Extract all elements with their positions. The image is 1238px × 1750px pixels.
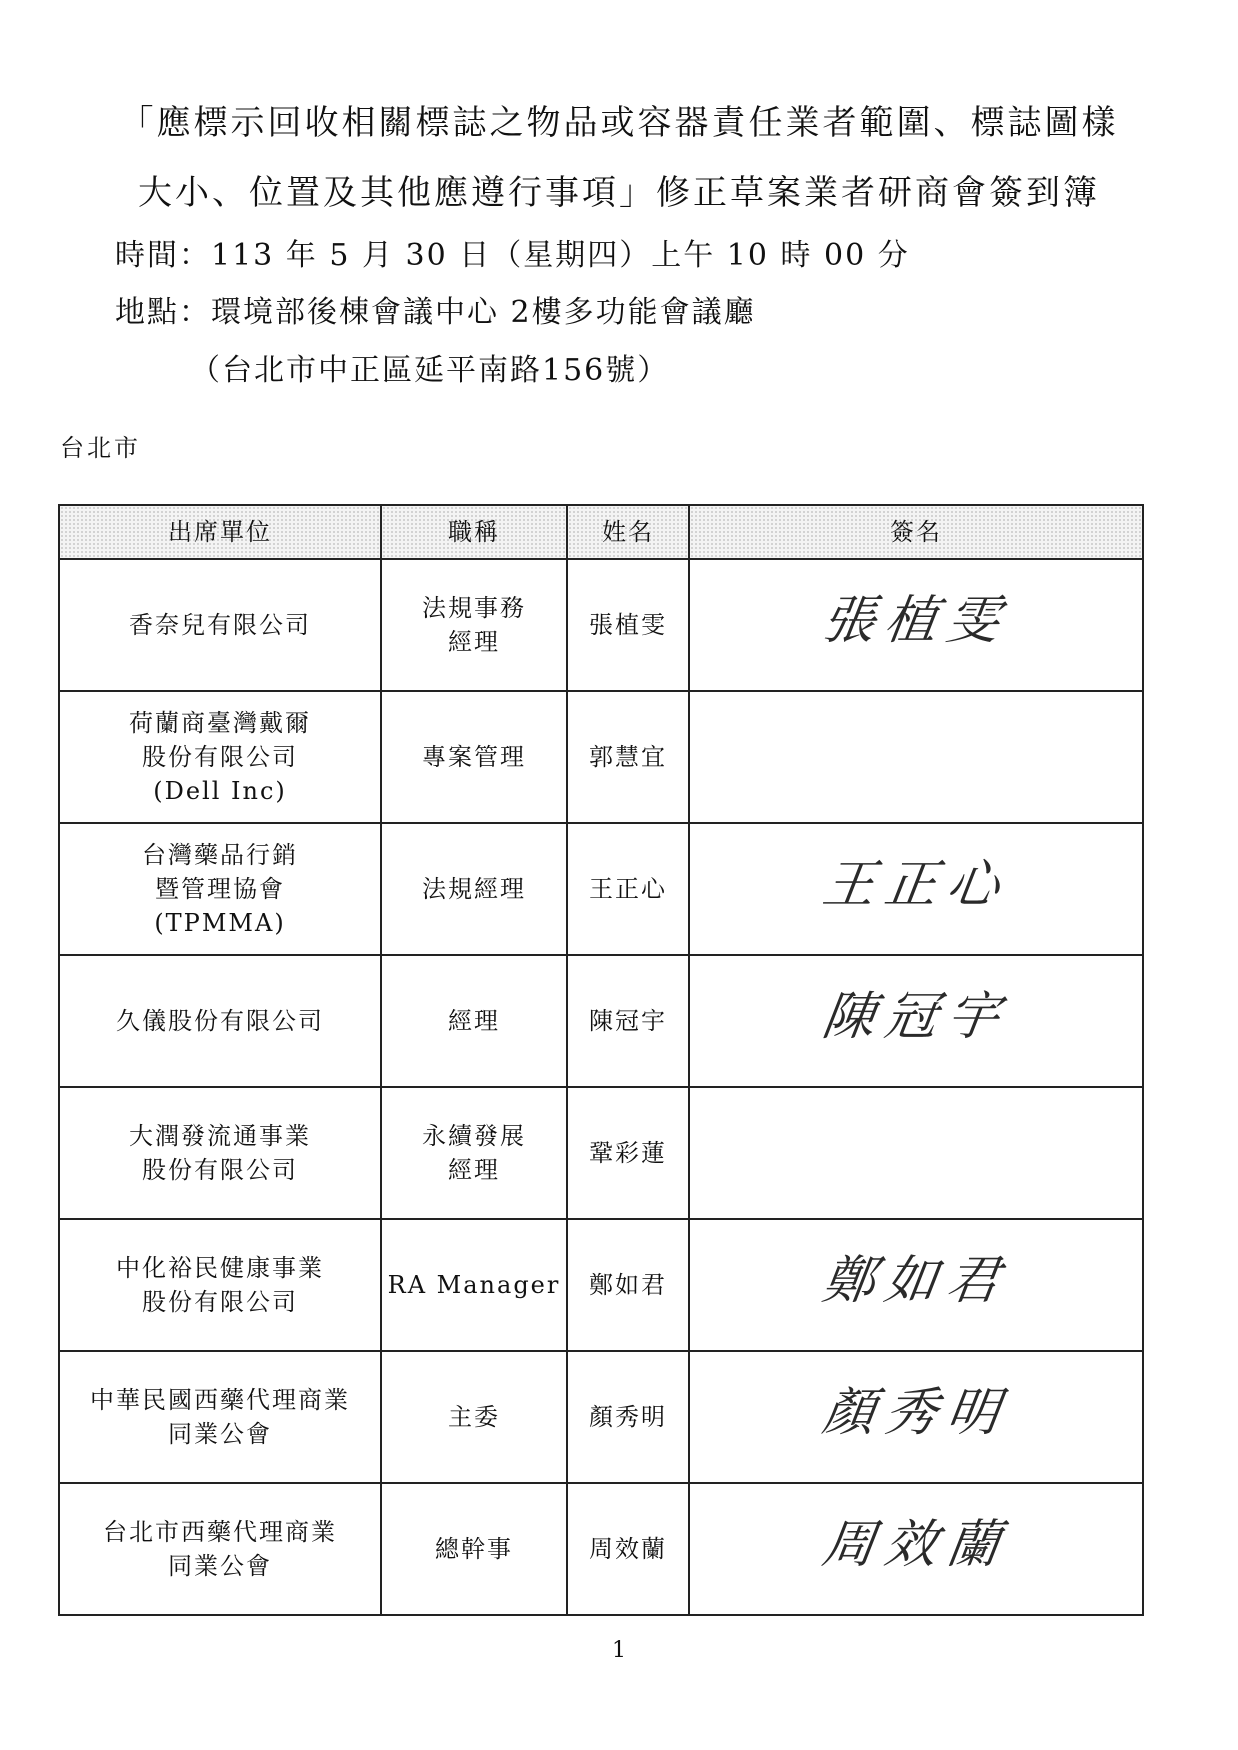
unit-line: 中化裕民健康事業 [116, 1254, 324, 1282]
cell-unit [59, 955, 381, 1087]
table-row [59, 1219, 1143, 1351]
header-signature: 簽名 [689, 505, 1143, 559]
unit-line: (TPMMA) [154, 909, 286, 937]
title-line: 經理 [448, 1007, 500, 1035]
meeting-place: 地點：環境部後棟會議中心 2樓多功能會議廳 [115, 295, 756, 330]
cell-title [381, 823, 567, 955]
handwritten-signature: 王正心 [818, 854, 1014, 915]
unit-line: (Dell Inc) [153, 777, 287, 805]
unit-line: 同業公會 [168, 1552, 272, 1580]
cell-name: 周效蘭 [567, 1483, 689, 1615]
title-line: 總幹事 [435, 1535, 513, 1563]
cell-title [381, 955, 567, 1087]
cell-title [381, 1351, 567, 1483]
title-line: 法規事務 [422, 594, 526, 622]
unit-line: 香奈兒有限公司 [129, 611, 311, 639]
unit-line: 同業公會 [168, 1420, 272, 1448]
unit-line: 股份有限公司 [142, 1288, 298, 1316]
unit-line: 台灣藥品行銷 [142, 841, 298, 869]
unit-line: 久儀股份有限公司 [116, 1007, 324, 1035]
unit-line: 大潤發流通事業 [129, 1122, 311, 1150]
table-row [59, 955, 1143, 1087]
handwritten-signature: 張植雯 [818, 590, 1014, 651]
handwritten-signature: 顏秀明 [818, 1382, 1014, 1443]
cell-unit [59, 1483, 381, 1615]
cell-unit [59, 1087, 381, 1219]
cell-name: 陳冠宇 [567, 955, 689, 1087]
cell-name: 王正心 [567, 823, 689, 955]
cell-signature [689, 1351, 1143, 1483]
cell-name: 顏秀明 [567, 1351, 689, 1483]
region-label: 台北市 [60, 434, 141, 462]
cell-unit [59, 691, 381, 823]
cell-title [381, 1219, 567, 1351]
title-line: 法規經理 [422, 875, 526, 903]
cell-signature [689, 691, 1143, 823]
cell-name: 鞏彩蓮 [567, 1087, 689, 1219]
title-line: 經理 [448, 1156, 500, 1184]
table-row [59, 559, 1143, 691]
unit-line: 荷蘭商臺灣戴爾 [129, 709, 311, 737]
unit-line: 暨管理協會 [155, 875, 285, 903]
table-row [59, 1351, 1143, 1483]
header-name: 姓名 [567, 505, 689, 559]
table-header-row [59, 505, 1143, 559]
cell-signature [689, 955, 1143, 1087]
unit-line: 股份有限公司 [142, 743, 298, 771]
unit-line: 股份有限公司 [142, 1156, 298, 1184]
document-title-line-2: 大小、位置及其他應遵行事項」修正草案業者研商會簽到簿 [138, 173, 1100, 213]
cell-name: 鄭如君 [567, 1219, 689, 1351]
unit-line: 中華民國西藥代理商業 [90, 1386, 350, 1414]
cell-name: 張植雯 [567, 559, 689, 691]
attendance-table [58, 504, 1144, 1616]
title-line: 主委 [448, 1403, 500, 1431]
table-row [59, 823, 1143, 955]
handwritten-signature: 周效蘭 [818, 1514, 1014, 1575]
cell-unit [59, 1351, 381, 1483]
cell-unit [59, 1219, 381, 1351]
table-row [59, 1087, 1143, 1219]
cell-unit [59, 823, 381, 955]
table-row [59, 1483, 1143, 1615]
cell-signature [689, 1219, 1143, 1351]
cell-title [381, 559, 567, 691]
unit-line: 台北市西藥代理商業 [103, 1518, 337, 1546]
handwritten-signature: 鄭如君 [818, 1250, 1014, 1311]
cell-signature [689, 823, 1143, 955]
cell-unit [59, 559, 381, 691]
cell-title [381, 1087, 567, 1219]
header-title: 職稱 [381, 505, 567, 559]
cell-signature [689, 1483, 1143, 1615]
title-line: 專案管理 [422, 743, 526, 771]
page-number: 1 [612, 1638, 626, 1663]
document-title-line-1: 「應標示回收相關標誌之物品或容器責任業者範圍、標誌圖樣 [119, 103, 1119, 143]
title-line: 永續發展 [422, 1122, 526, 1150]
header-unit: 出席單位 [59, 505, 381, 559]
cell-name: 郭慧宜 [567, 691, 689, 823]
cell-title [381, 1483, 567, 1615]
table-body [59, 559, 1143, 1615]
meeting-time: 時間：113 年 5 月 30 日（星期四）上午 10 時 00 分 [115, 238, 910, 273]
cell-title [381, 691, 567, 823]
table-row [59, 691, 1143, 823]
title-line: RA Manager [387, 1271, 561, 1299]
title-line: 經理 [448, 628, 500, 656]
cell-signature [689, 1087, 1143, 1219]
handwritten-signature: 陳冠宇 [818, 986, 1014, 1047]
cell-signature [689, 559, 1143, 691]
meeting-address: （台北市中正區延平南路156號） [190, 353, 670, 388]
